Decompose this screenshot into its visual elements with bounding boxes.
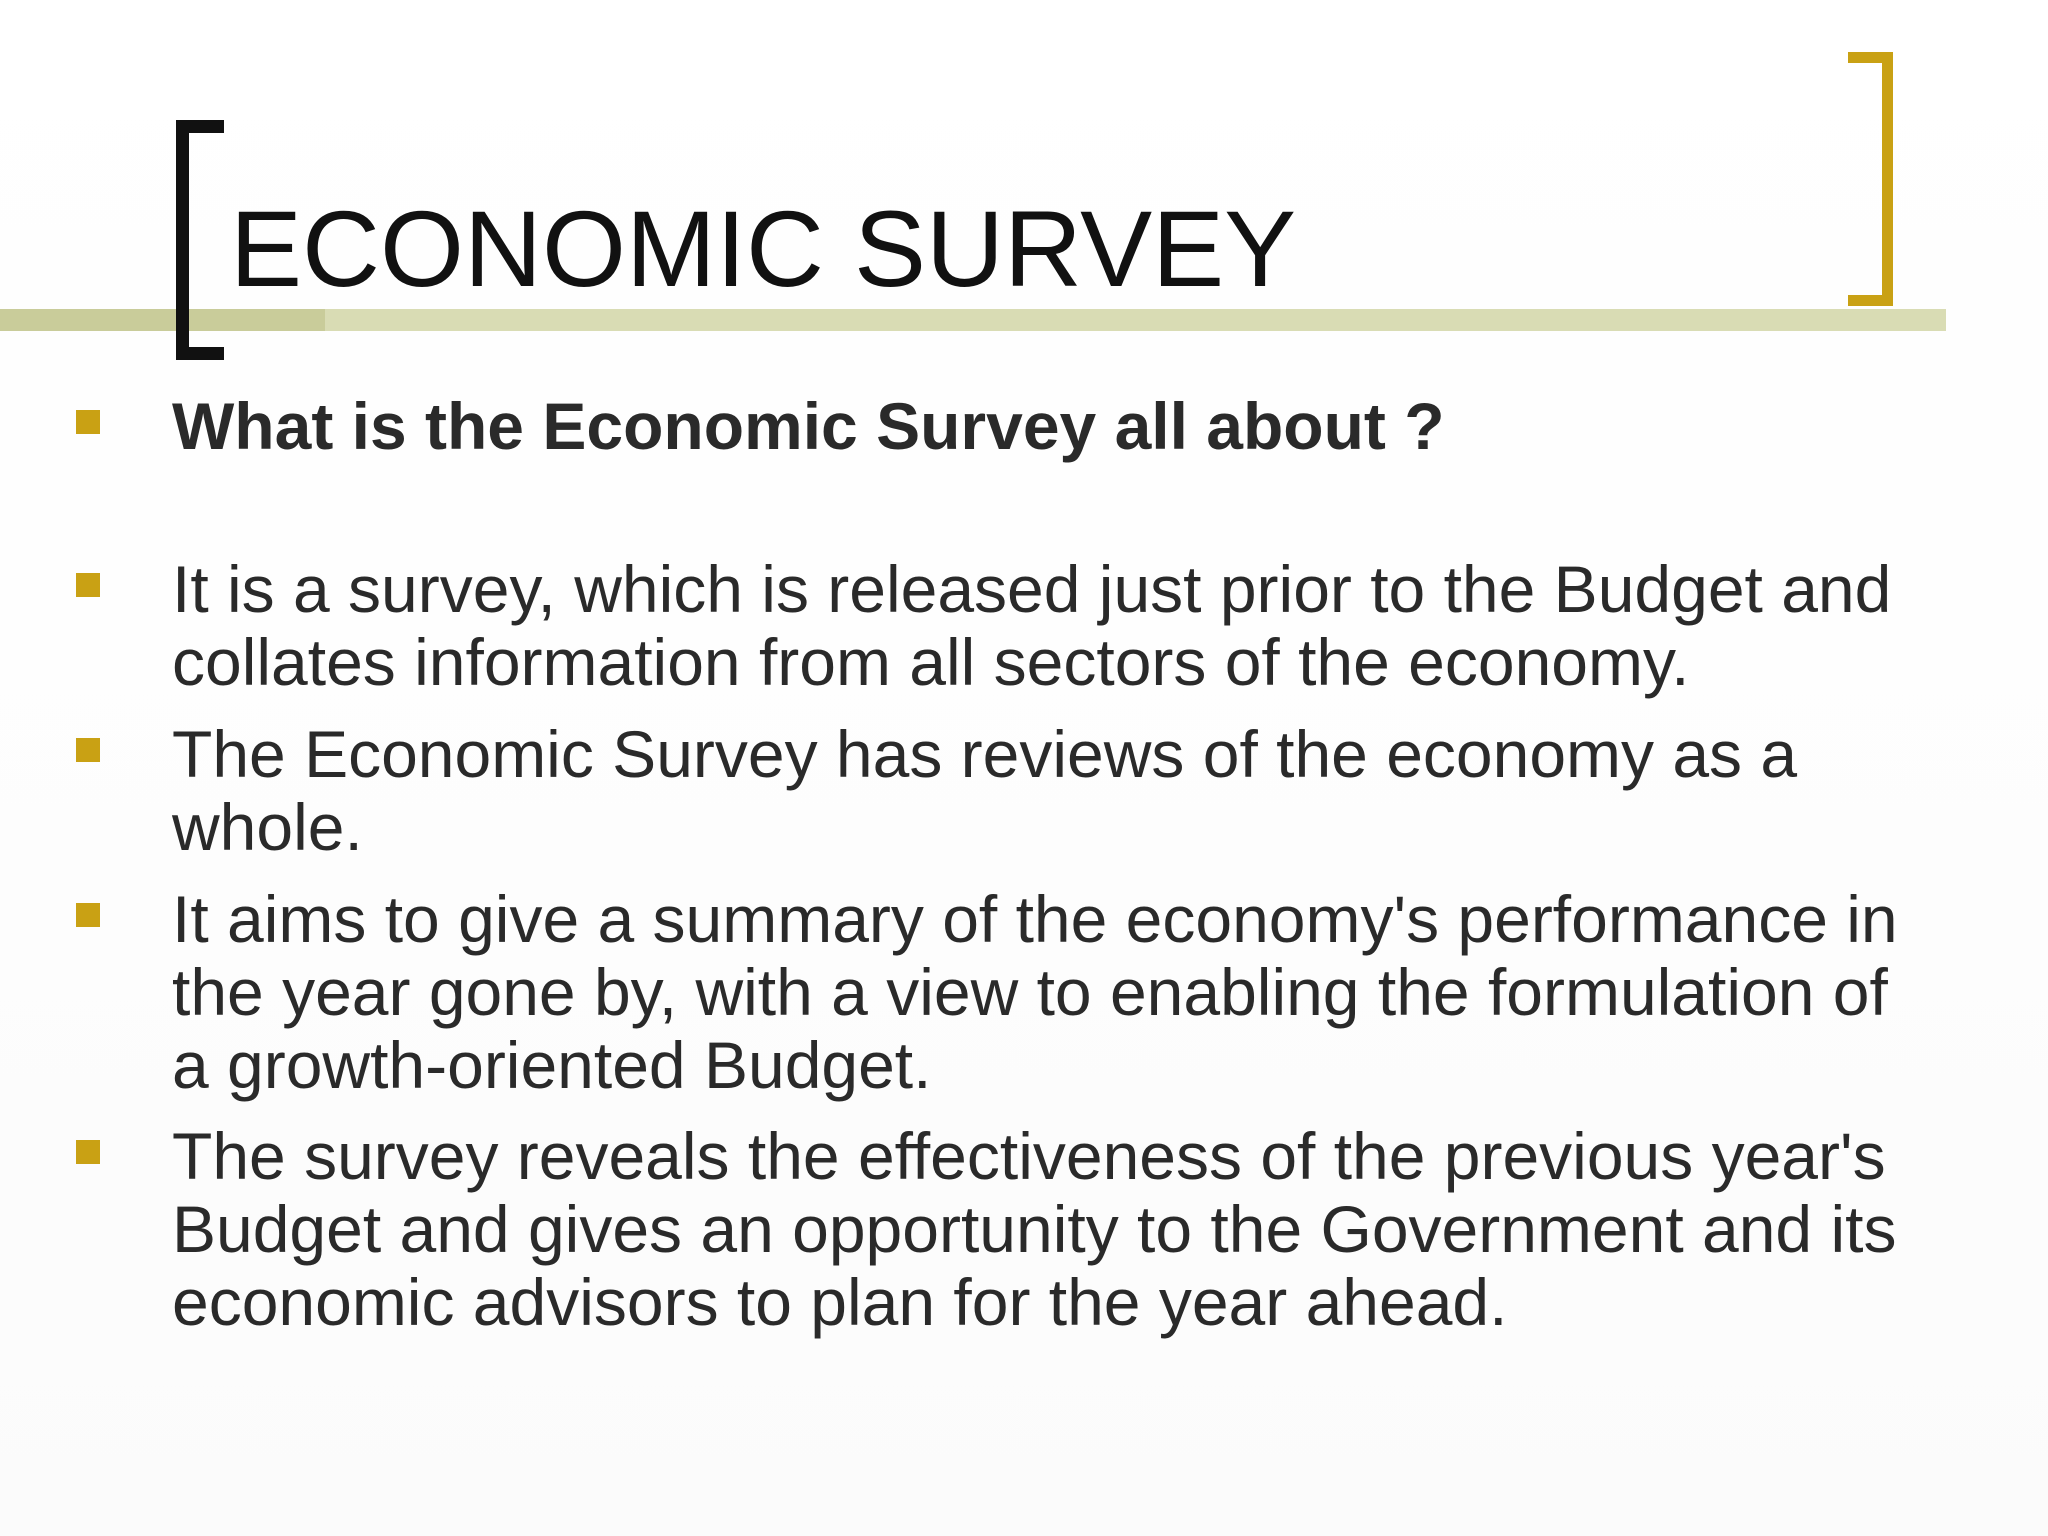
slide-title: ECONOMIC SURVEY: [230, 188, 1297, 309]
bullet-text: The survey reveals the effectiveness of the previous year's Budget and gives an opportunity to the Government and its economic advisors to plan for the year ahead.: [172, 1119, 1897, 1339]
bullet-text: What is the Economic Survey all about ?: [172, 389, 1445, 463]
right-bracket-decoration: [1848, 52, 1893, 306]
left-bracket-decoration: [176, 120, 224, 360]
square-bullet-icon: [76, 410, 100, 434]
bullet-text: It aims to give a summary of the economy's performance in the year gone by, with a view to enabling the formulation of a growth-oriented Budget.: [172, 882, 1898, 1102]
title-underline-accent: [0, 309, 325, 331]
square-bullet-icon: [76, 738, 100, 762]
square-bullet-icon: [76, 1140, 100, 1164]
bullet-text: The Economic Survey has reviews of the economy as a whole.: [172, 717, 1798, 864]
square-bullet-icon: [76, 573, 100, 597]
square-bullet-icon: [76, 903, 100, 927]
bullet-text: It is a survey, which is released just prior to the Budget and collates information from all sectors of the economy.: [172, 552, 1892, 699]
